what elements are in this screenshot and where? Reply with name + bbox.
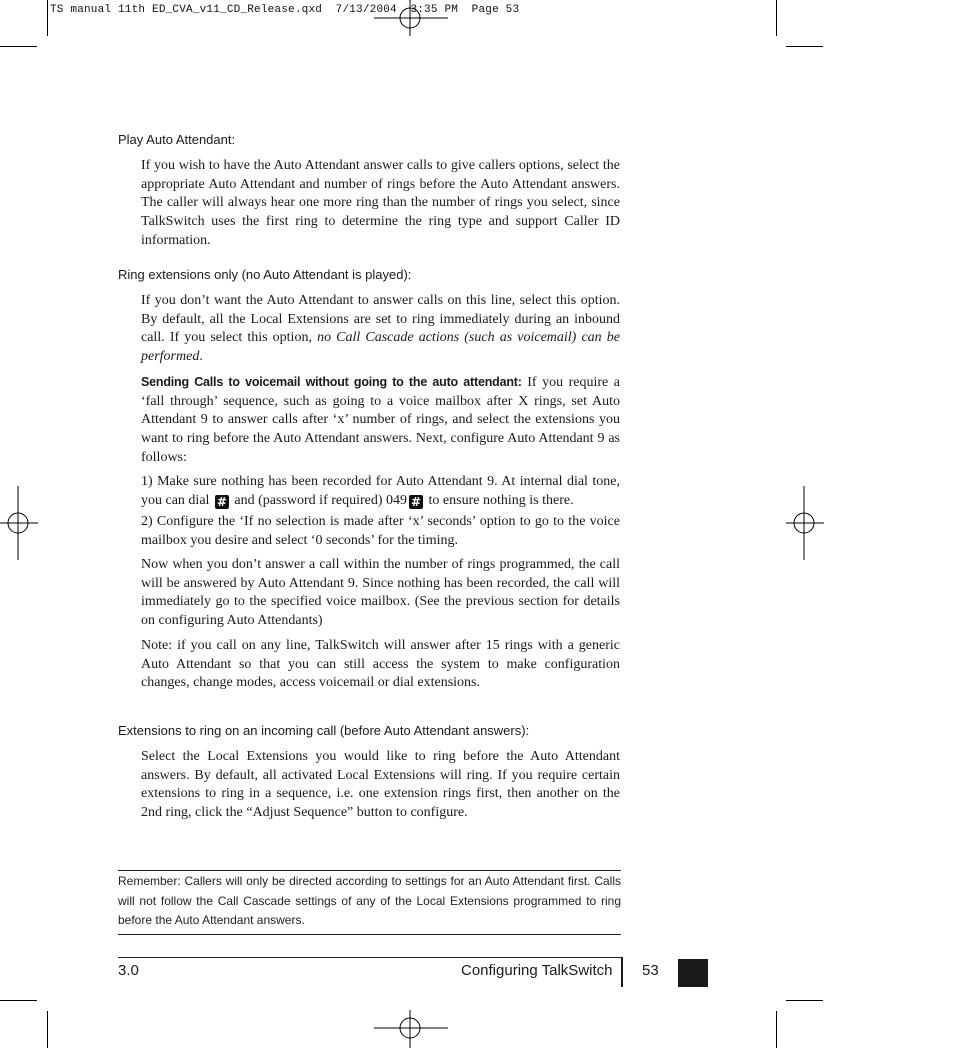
crop-mark: [0, 46, 37, 47]
text-run: to ensure nothing is there.: [425, 492, 574, 508]
text-run: If you require a ‘fall through’ sequence, such as going to a voice mailbox after X rings, set Auto Attendant 9 to answer calls after ‘x’ number of rings, and select the extensions you want to ring before the Auto Attendant answers. Next, configure Auto Attendant 9 as follows:: [141, 375, 620, 465]
text-run: and (password if required) 049: [230, 492, 408, 508]
paragraph-extensions-to-ring: Select the Local Extensions you would like to ring before the Auto Attendant answers. By default, all activated Local Extensions will ring. If you require certain extensions to ring in a sequence, i.e. one extension rings first, then another on the 2nd ring, click the “Adjust Sequence” button to configure.: [141, 749, 620, 821]
crop-mark: [47, 0, 48, 36]
text-run: 1) Make sure nothing has been recorded for Auto Attendant 9. At internal dial tone, you can dial: [141, 474, 620, 508]
paragraph-step-1: [141, 473, 620, 510]
crop-mark: [47, 1011, 48, 1048]
remember-note: Remember: Callers will only be directed according to settings for an Auto Attendant first. Calls will not follow the Call Cascade settings of any of the Local Extensions programmed to ring before the Auto Attendant answers.: [118, 874, 621, 927]
text-run: .: [199, 349, 203, 365]
crop-mark: [786, 46, 823, 47]
paragraph-voicemail-fallthrough: [141, 373, 620, 468]
page-tab-block: [678, 959, 708, 987]
hash-key-icon: #: [411, 494, 422, 509]
paragraph-play-auto-attendant: If you wish to have the Auto Attendant answer calls to give callers options, select the appropriate Auto Attendant and number of rings before the Auto Attendant answers. The caller will always hear one more ring than the number of rings you select, since TalkSwitch uses the first ring to determine the ring type and support Caller ID information.: [141, 158, 620, 248]
crop-mark: [786, 1000, 823, 1001]
paragraph-step-2: 2) Configure the ‘If no selection is made after ‘x’ seconds’ option to go to the voice mailbox you desire and select ‘0 seconds’ for the timing.: [141, 514, 620, 548]
crop-mark: [776, 1011, 777, 1048]
page-number: 53: [642, 962, 659, 979]
text-run: If you don’t want the Auto Attendant to answer calls on this line, select this option. By default, all the Local Extensions are set to ring immediately during an inbound call. If you select this option,: [141, 293, 620, 346]
registration-mark-icon: [372, 0, 450, 40]
paragraph-note: Note: if you call on any line, TalkSwitch will answer after 15 rings with a generic Auto Attendant so that you can still access the system to make configuration changes, change modes, access voicemail or dial extensions.: [141, 638, 620, 691]
registration-mark-icon: [0, 486, 40, 560]
divider: [118, 934, 621, 935]
section-heading-ring-extensions-only: Ring extensions only (no Auto Attendant is played):: [118, 267, 412, 282]
registration-mark-icon: [372, 1008, 450, 1048]
section-heading-play-auto-attendant: Play Auto Attendant:: [118, 132, 236, 147]
paragraph-ring-extensions-only: [141, 292, 620, 367]
divider: [118, 870, 621, 871]
footer-chapter-title: Configuring TalkSwitch: [461, 962, 613, 979]
section-heading-extensions-to-ring: Extensions to ring on an incoming call (before Auto Attendant answers):: [118, 723, 530, 738]
crop-mark: [0, 1000, 37, 1001]
registration-mark-icon: [784, 486, 824, 560]
italic-note: no Call Cascade actions (such as voicemail) can be performed: [141, 330, 620, 365]
bold-lead-in: Sending Calls to voicemail without going to the auto attendant:: [141, 375, 522, 389]
paragraph-now-when: Now when you don’t answer a call within the number of rings programmed, the call will be answered by Auto Attendant 9. Since nothing has been recorded, the call will immediately go to the specified voice mailbox. (See the previous section for details on configuring Auto Attendants): [141, 557, 620, 629]
footer-rule: [118, 957, 621, 958]
crop-mark: [776, 0, 777, 36]
footer-divider: [621, 957, 623, 987]
hash-key-icon: #: [216, 494, 227, 509]
print-slug: TS manual 11th ED_CVA_v11_CD_Release.qxd 7/13/2004 3:35 PM Page 53: [50, 4, 520, 16]
footer-section-number: 3.0: [118, 962, 139, 979]
